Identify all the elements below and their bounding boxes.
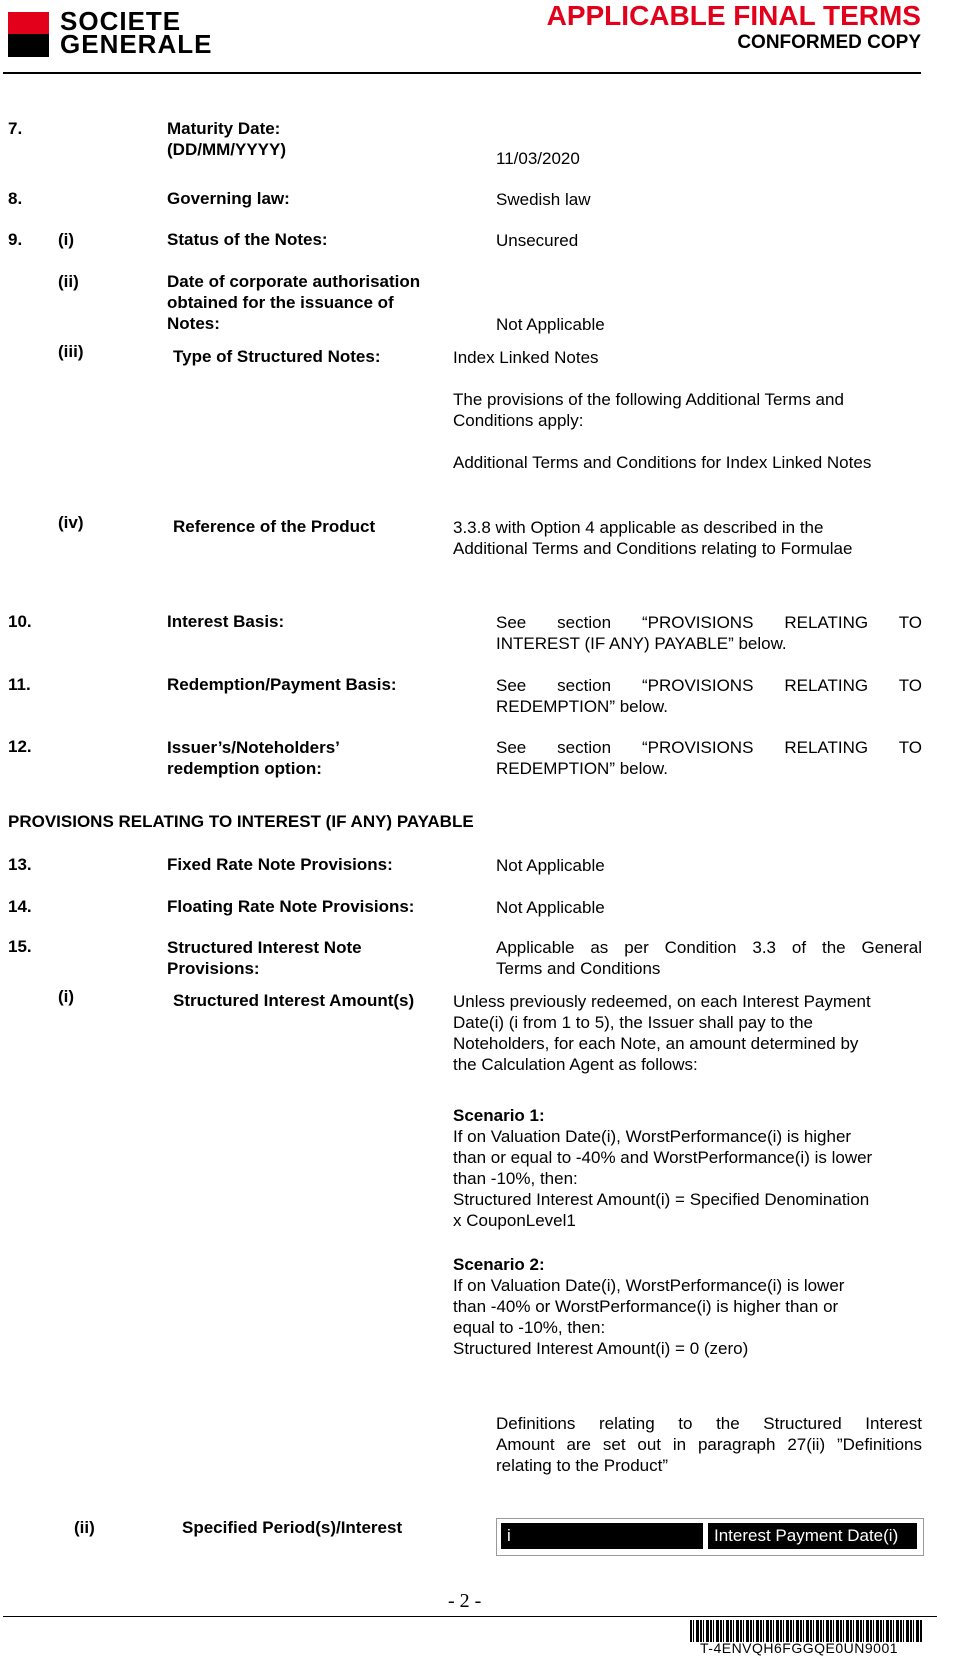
item-label: Structured Interest Amount(s): [173, 991, 415, 1010]
item-value: Not Applicable: [496, 898, 605, 917]
scenario-title: Scenario 1:: [453, 1106, 545, 1125]
label-line: obtained for the issuance of: [167, 293, 394, 312]
table-header-cell: i: [501, 1523, 703, 1549]
header-divider: [3, 72, 921, 74]
scenario-line: If on Valuation Date(i), WorstPerformance(i) is lower: [453, 1276, 845, 1295]
item-value: [453, 517, 852, 559]
company-logo-text: [60, 6, 213, 59]
value-line: Terms and Conditions: [496, 959, 661, 978]
value-line: 3.3.8 with Option 4 applicable as described in the: [453, 518, 824, 537]
value-line: Additional Terms and Conditions relating to Formulae: [453, 539, 853, 558]
footer-divider: [3, 1616, 937, 1617]
item-label: Governing law:: [167, 189, 290, 208]
label-line: Structured Interest Note: [167, 938, 362, 957]
item-label: Redemption/Payment Basis:: [167, 675, 397, 694]
label-line: Issuer’s/Noteholders’: [167, 738, 340, 757]
paragraph-line: relating to the Product”: [496, 1456, 668, 1475]
societe-generale-logo-mark: [8, 12, 49, 57]
table-header-cell: Interest Payment Date(i): [708, 1523, 917, 1549]
item-label: Type of Structured Notes:: [173, 347, 381, 366]
paragraph-line: the Calculation Agent as follows:: [453, 1055, 698, 1074]
scenario-1: [453, 1105, 872, 1231]
item-value: Unsecured: [496, 231, 579, 250]
item-value: [496, 737, 922, 779]
sub-item-number: (iv): [58, 513, 84, 532]
sub-item-number: (i): [58, 987, 75, 1006]
item-label: [167, 737, 340, 779]
item-label: Fixed Rate Note Provisions:: [167, 855, 393, 874]
barcode-icon: [690, 1620, 922, 1642]
scenario-line: than or equal to -40% and WorstPerformance(i) is lower: [453, 1148, 873, 1167]
item-value: Not Applicable: [496, 856, 605, 875]
interest-date-table-header: [496, 1518, 924, 1556]
item-label: [167, 937, 362, 979]
item-value: Swedish law: [496, 190, 591, 209]
item-number: 10.: [8, 612, 32, 631]
provisions-paragraph: [453, 389, 844, 431]
item-number: 11.: [8, 675, 31, 694]
paragraph-line: The provisions of the following Additional Terms and: [453, 390, 844, 409]
item-value: Not Applicable: [496, 315, 605, 334]
value-line: Applicable as per Condition 3.3 of the General: [496, 938, 922, 957]
label-line: (DD/MM/YYYY): [167, 140, 286, 159]
item-value: 11/03/2020: [496, 149, 580, 168]
sub-item-number: (ii): [74, 1518, 95, 1537]
interest-paragraph: [453, 991, 871, 1075]
label-line: Maturity Date:: [167, 119, 281, 138]
logo-line-1: SOCIETE: [60, 6, 182, 36]
scenario-line: x CouponLevel1: [453, 1211, 576, 1230]
definitions-paragraph: [496, 1413, 922, 1476]
item-number: 7.: [8, 119, 23, 138]
scenario-title: Scenario 2:: [453, 1255, 545, 1274]
scenario-line: Structured Interest Amount(i) = 0 (zero): [453, 1339, 749, 1358]
item-label: Status of the Notes:: [167, 230, 328, 249]
item-label: Interest Basis:: [167, 612, 285, 631]
value-line: See section “PROVISIONS RELATING TO: [496, 738, 922, 757]
value-line: See section “PROVISIONS RELATING TO: [496, 613, 922, 632]
item-number: 15.: [8, 937, 32, 956]
document-title: APPLICABLE FINAL TERMS: [546, 0, 921, 31]
item-label: [167, 118, 286, 160]
paragraph-line: Definitions relating to the Structured Interest: [496, 1414, 922, 1433]
item-number: 14.: [8, 897, 32, 916]
scenario-line: Structured Interest Amount(i) = Specified Denomination: [453, 1190, 870, 1209]
scenario-line: If on Valuation Date(i), WorstPerformance(i) is higher: [453, 1127, 852, 1146]
scenario-line: equal to -10%, then:: [453, 1318, 606, 1337]
paragraph-line: Conditions apply:: [453, 411, 584, 430]
item-number: 12.: [8, 737, 32, 756]
item-value: [496, 937, 922, 979]
item-label: [167, 271, 420, 334]
scenario-2: [453, 1254, 844, 1359]
item-label: Floating Rate Note Provisions:: [167, 897, 415, 916]
logo-line-2: GENERALE: [60, 29, 213, 59]
label-line: Provisions:: [167, 959, 260, 978]
document-subtitle: CONFORMED COPY: [737, 32, 921, 53]
item-label: Specified Period(s)/Interest: [182, 1518, 403, 1537]
scenario-line: than -10%, then:: [453, 1169, 578, 1188]
paragraph-line: Noteholders, for each Note, an amount determined by: [453, 1034, 859, 1053]
value-line: See section “PROVISIONS RELATING TO: [496, 676, 922, 695]
label-line: redemption option:: [167, 759, 322, 778]
section-heading: PROVISIONS RELATING TO INTEREST (IF ANY) PAYABLE: [8, 812, 474, 831]
item-value: Index Linked Notes: [453, 348, 599, 367]
value-line: INTEREST (IF ANY) PAYABLE” below.: [496, 634, 787, 653]
sub-item-number: (iii): [58, 342, 84, 361]
label-line: Date of corporate authorisation: [167, 272, 421, 291]
item-value: [496, 675, 922, 717]
page-number: - 2 -: [448, 1590, 482, 1612]
item-value: [496, 612, 922, 654]
paragraph-line: Amount are set out in paragraph 27(ii) ”Definitions: [496, 1435, 922, 1454]
item-number: 9.: [8, 230, 23, 249]
barcode-id: T-4ENVQH6FGGQE0UN9001: [700, 1640, 899, 1656]
item-label: Reference of the Product: [173, 517, 376, 536]
label-line: Notes:: [167, 314, 220, 333]
additional-terms-text: Additional Terms and Conditions for Index Linked Notes: [453, 453, 872, 472]
paragraph-line: Unless previously redeemed, on each Interest Payment: [453, 992, 871, 1011]
scenario-line: than -40% or WorstPerformance(i) is higher than or: [453, 1297, 839, 1316]
value-line: REDEMPTION” below.: [496, 759, 668, 778]
item-number: 13.: [8, 855, 32, 874]
value-line: REDEMPTION” below.: [496, 697, 668, 716]
item-number: 8.: [8, 189, 23, 208]
sub-item-number: (i): [58, 230, 75, 249]
paragraph-line: Date(i) (i from 1 to 5), the Issuer shall pay to the: [453, 1013, 813, 1032]
sub-item-number: (ii): [58, 272, 79, 291]
